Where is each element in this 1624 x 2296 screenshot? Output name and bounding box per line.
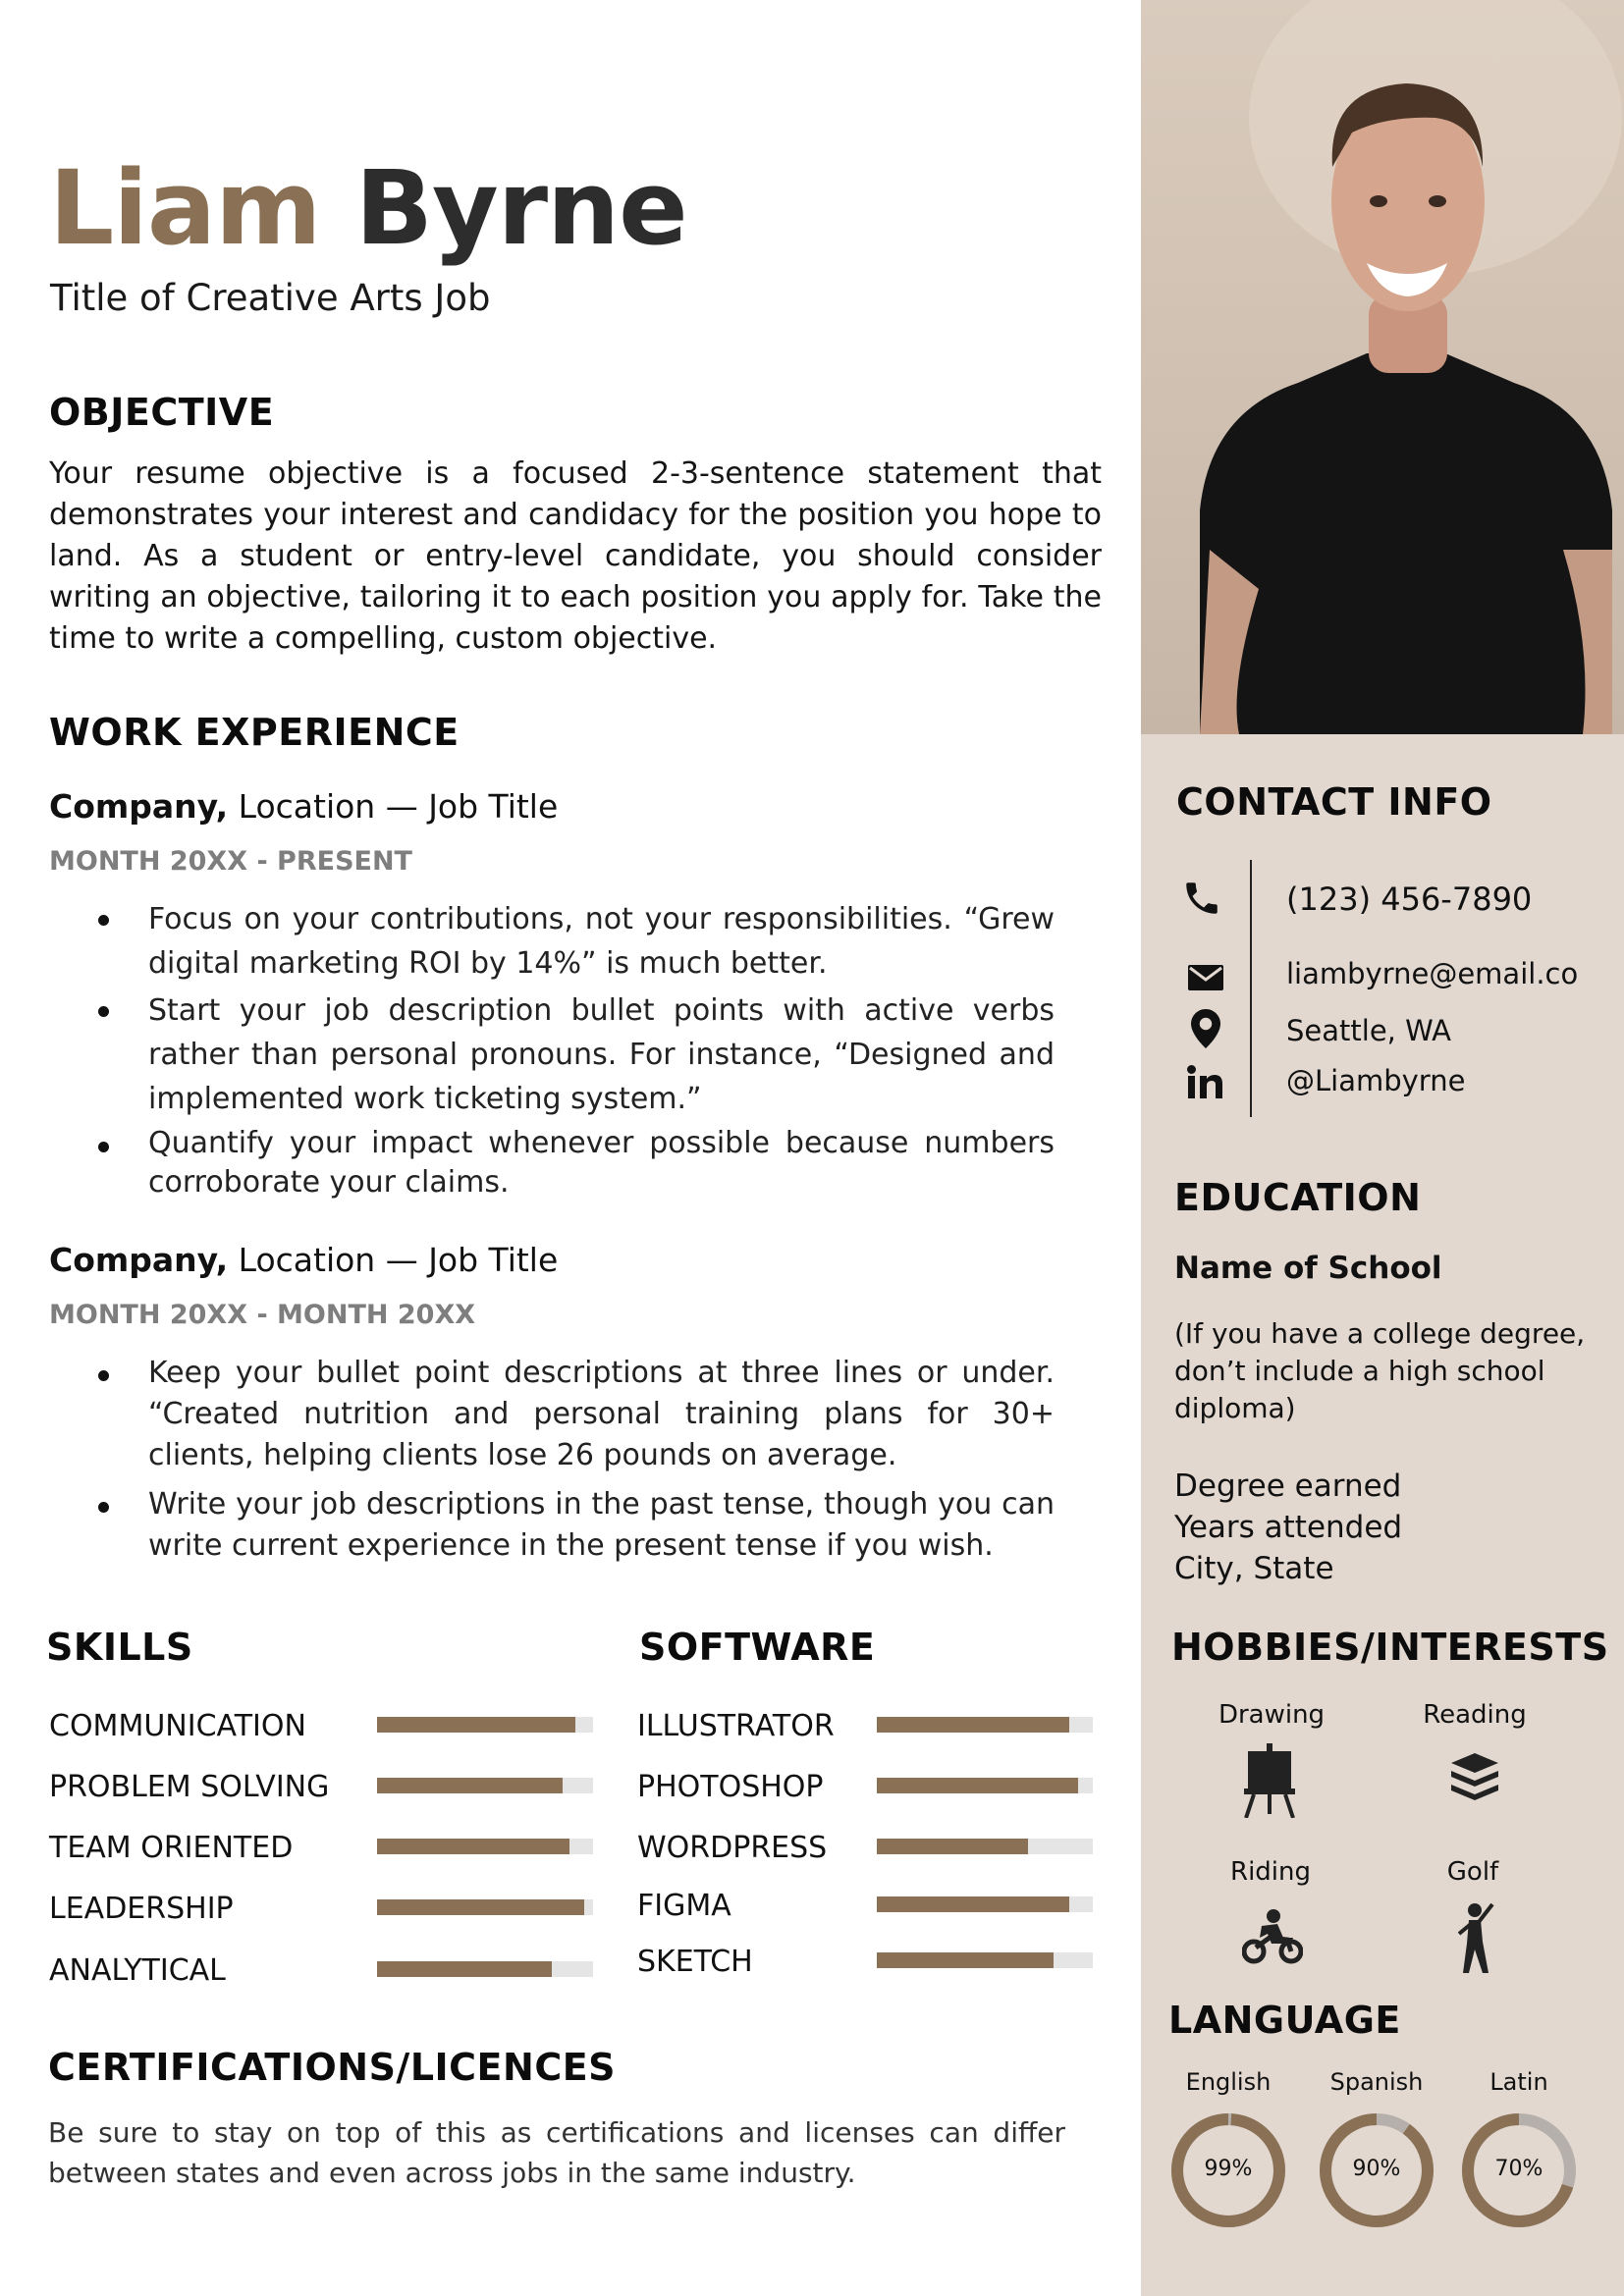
education-school: Name of School [1174,1251,1442,1286]
software-label: FIGMA [637,1889,731,1923]
motorbike-icon [1242,1908,1311,1987]
software-bar-fill [877,1952,1054,1968]
software-bar [877,1952,1093,1968]
job-1-header [49,787,558,826]
language-label: English [1185,2068,1272,2096]
job-2-bullet: Write your job descriptions in the past tense, though you can write current experience in the present tense if you wish. [98,1484,1055,1567]
language-heading: LANGUAGE [1168,1999,1401,2042]
contact-email: liambyrne@email.co [1286,957,1579,990]
hobby-label-riding: Riding [1230,1857,1311,1887]
job-1-bullet: Quantify your impact whenever possible because numbers corroborate your claims. [98,1124,1055,1202]
profile-photo [1141,0,1624,734]
easel-icon [1240,1743,1309,1822]
software-label: PHOTOSHOP [637,1770,824,1804]
job-2-company: Company, [49,1241,229,1279]
software-bar [877,1896,1093,1912]
language-percent: 99% [1204,2157,1253,2181]
objective-text: Your resume objective is a focused 2-3-sentence statement that demonstrates your interest and candidacy for the position you hope to land. As a student or entry-level candidate, you should consider writing an objective, tailoring it to each position you apply for. Take the time to write a compelling, custom objective. [49,456,1102,656]
job-1-bullets [98,897,1055,1202]
skill-label: LEADERSHIP [49,1892,234,1926]
language-percent: 70% [1494,2157,1543,2181]
job-1-dates: MONTH 20XX - PRESENT [49,846,412,877]
skill-bar-fill [377,1839,569,1854]
hobby-label-reading: Reading [1423,1700,1527,1730]
software-label: SKETCH [637,1945,753,1979]
skill-bar-fill [377,1899,584,1915]
skill-bar-fill [377,1778,563,1793]
software-label: WORDPRESS [637,1831,828,1865]
education-degree: Degree earned [1174,1468,1402,1504]
phone-icon [1180,877,1223,920]
contact-location: Seattle, WA [1286,1014,1452,1047]
skill-bar [377,1778,593,1793]
software-bar [877,1778,1093,1793]
contact-divider [1250,860,1252,1117]
software-row [637,1709,1093,1748]
skill-bar [377,1717,593,1733]
skills-heading: SKILLS [46,1626,193,1669]
location-pin-icon [1184,1007,1227,1050]
education-heading: EDUCATION [1174,1176,1422,1219]
skill-row [49,1831,593,1870]
software-row [637,1945,1093,1984]
skill-label: PROBLEM SOLVING [49,1770,330,1804]
software-bar [877,1717,1093,1733]
software-row [637,1831,1093,1870]
job-2-header [49,1241,558,1279]
job-1-company: Company, [49,787,229,826]
software-bar [877,1839,1093,1854]
skill-bar [377,1961,593,1977]
certifications-text: Be sure to stay on top of this as certifications and licenses can differ between states and even across jobs in the same industry. [48,2116,1065,2189]
skill-bar [377,1899,593,1915]
language-percent: 90% [1352,2157,1401,2181]
hobby-label-drawing: Drawing [1218,1700,1326,1730]
hobbies-heading: HOBBIES/INTERESTS [1171,1626,1609,1669]
software-row [637,1889,1093,1928]
job-1-bullet: Focus on your contributions, not your responsibilities. “Grew digital marketing ROI by 14%” is much better. [98,897,1055,986]
software-bar-fill [877,1717,1069,1733]
linkedin-icon [1183,1060,1226,1103]
software-bar-fill [877,1778,1078,1793]
language-label: Spanish [1329,2068,1424,2096]
language-label: Latin [1489,2068,1548,2096]
software-heading: SOFTWARE [639,1626,876,1669]
skill-label: COMMUNICATION [49,1709,306,1743]
books-icon [1447,1749,1516,1828]
education-city: City, State [1174,1551,1334,1586]
skill-row [49,1709,593,1748]
last-name: Byrne [354,148,687,268]
job-2-dates: MONTH 20XX - MONTH 20XX [49,1300,476,1330]
job-1-bullet: Start your job description bullet points with active verbs rather than personal pronouns. For instance, “Designed and implemented work ticketing system.” [98,988,1055,1121]
education-note: (If you have a college degree, don’t include a high school diploma) [1174,1317,1586,1424]
job-2-bullet: Keep your bullet point descriptions at three lines or under. “Created nutrition and personal training plans for 30+ clients, helping clients lose 26 pounds on average. [98,1353,1055,1476]
skill-bar-fill [377,1961,552,1977]
skill-label: ANALYTICAL [49,1953,226,1988]
email-icon [1184,956,1227,999]
skill-bar [377,1839,593,1854]
job-2-bullets [98,1353,1055,1567]
skill-bar-fill [377,1717,575,1733]
certifications-heading: CERTIFICATIONS/LICENCES [48,2046,617,2089]
job-2-location-title: Location — Job Title [228,1241,559,1279]
golfer-icon [1453,1900,1522,1979]
job-1-location-title: Location — Job Title [228,787,559,826]
education-years: Years attended [1174,1510,1403,1545]
contact-heading: CONTACT INFO [1176,780,1492,824]
hobby-label-golf: Golf [1446,1857,1499,1887]
software-bar-fill [877,1839,1028,1854]
objective-heading: OBJECTIVE [49,391,275,434]
work-experience-heading: WORK EXPERIENCE [49,711,460,754]
candidate-name [49,148,687,268]
software-label: ILLUSTRATOR [637,1709,835,1743]
software-row [637,1770,1093,1809]
software-bar-fill [877,1896,1069,1912]
skill-row [49,1953,593,1993]
job-title: Title of Creative Arts Job [50,277,491,319]
skill-row [49,1892,593,1931]
first-name: Liam [49,148,321,268]
contact-linkedin: @Liambyrne [1286,1064,1466,1097]
skill-label: TEAM ORIENTED [49,1831,294,1865]
skill-row [49,1770,593,1809]
contact-phone: (123) 456-7890 [1286,881,1533,918]
